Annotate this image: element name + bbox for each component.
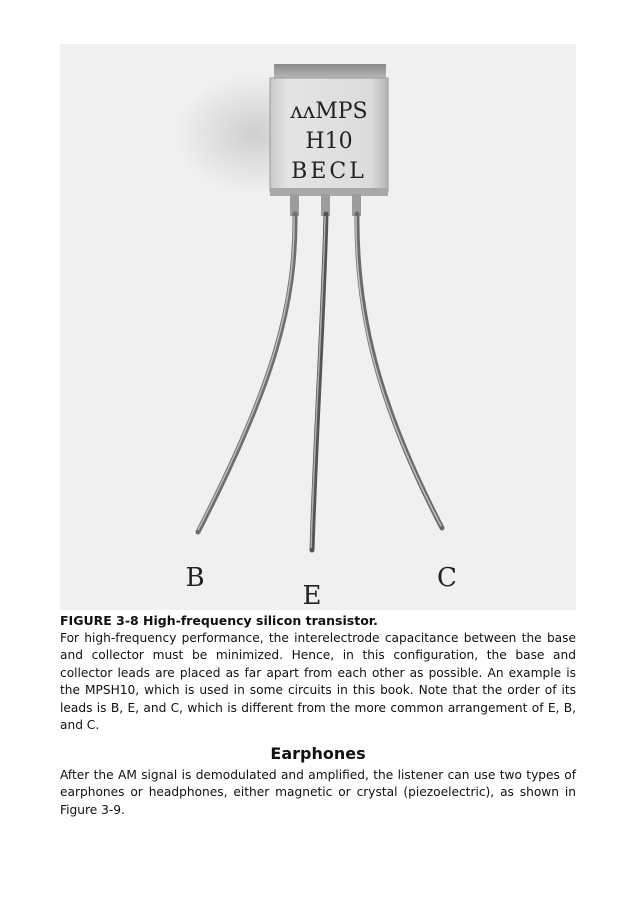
- marking-line-2: H10: [305, 129, 353, 154]
- transistor-photo: [60, 44, 576, 610]
- lead-emitter-highlight: [311, 216, 325, 548]
- body-paragraph-1: For high-frequency performance, the interelectrode capacitance between the base and collector must be minimized. Hence, in this configuration, the base and collector leads are placed as far apart from each other as possible. An example is the MPSH10, which is used in some circuits in this book. Note that the order of its leads is B, E, and C, which is different from the more common arrangement of E, B, and C.: [60, 631, 576, 733]
- lead-base-highlight: [198, 216, 294, 530]
- lead-base: [198, 214, 295, 532]
- marking-line-3: BECL: [291, 159, 367, 184]
- lead-collector-highlight: [356, 216, 441, 526]
- figure-caption: FIGURE 3-8 High-frequency silicon transistor.: [60, 613, 378, 628]
- transistor-illustration: [60, 44, 576, 610]
- lead-collector: [357, 214, 442, 528]
- lead-label-e: E: [302, 581, 322, 610]
- body-paragraph-2: After the AM signal is demodulated and amplified, the listener can use two types of earphones or headphones, either magnetic or crystal (piezoelectric), as shown in Figure 3-9.: [60, 768, 576, 817]
- marking-line-1: ʌʌMPS: [290, 99, 368, 124]
- motorola-logo-icon: ʌʌ: [290, 99, 316, 124]
- section-heading: Earphones: [270, 744, 366, 763]
- lead-label-b: B: [185, 563, 205, 593]
- lead-label-c: C: [437, 563, 457, 593]
